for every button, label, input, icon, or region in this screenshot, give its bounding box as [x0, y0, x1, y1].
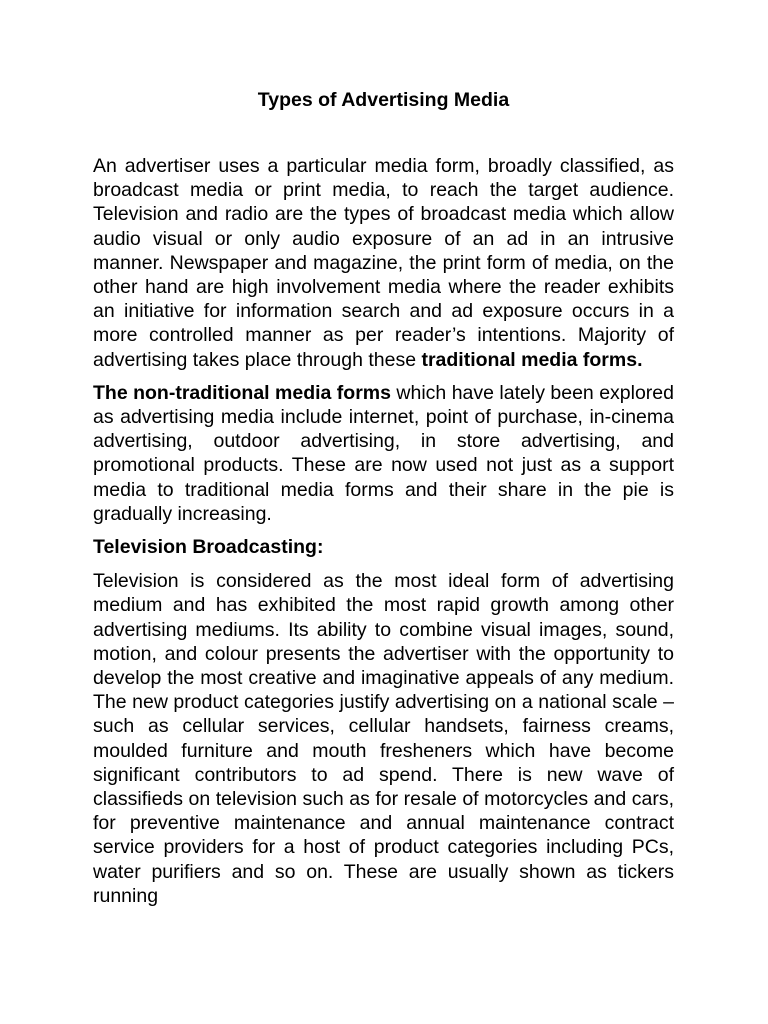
paragraph-television: Television is considered as the most ideal form of advertising medium and has exhibited the most rapid growth among other advertising mediums. Its ability to combine visual images, sound, motion, and colour presents the advertiser with the opportunity to develop the most creative and imaginative appeals of any medium. The new product categories justify advertising on a national scale – such as cellular services, cellular handsets, fairness creams, moulded furniture and mouth fresheners which have become significant contributors to ad spend. There is new wave of classifieds on television such as for resale of motorcycles and cars, for preventive maintenance and annual maintenance contract service providers for a host of product categories including PCs, water purifiers and so on. These are usually shown as tickers running: [93, 570, 674, 907]
document-title: Types of Advertising Media: [257, 89, 510, 111]
bold-phrase-traditional: traditional media forms.: [421, 348, 643, 371]
paragraph-non-traditional: [93, 381, 674, 526]
bold-phrase-non-traditional: The non-traditional media forms: [93, 381, 391, 404]
section-heading-television: Television Broadcasting:: [93, 536, 324, 559]
paragraph-text: which have lately been explored as advertising media include internet, point of purchase, in-cinema advertising, outdoor advertising, in store advertising, and promotional products. These are now used not just as a support media to traditional media forms and their share in the pie is gradually increasing.: [93, 381, 674, 525]
document-body: [93, 88, 674, 908]
paragraph-broadcast-print: [93, 154, 674, 372]
paragraph-text: An advertiser uses a particular media form, broadly classified, as broadcast media or print media, to reach the target audience. Television and radio are the types of broadcast media which allow audio visual or only audio exposure of an ad in an intrusive manner. Newspaper and magazine, the print form of media, on the other hand are high involvement media where the reader exhibits an initiative for information search and ad exposure occurs in a more controlled manner as per reader’s intentions. Majority of advertising takes place through these: [93, 155, 674, 371]
